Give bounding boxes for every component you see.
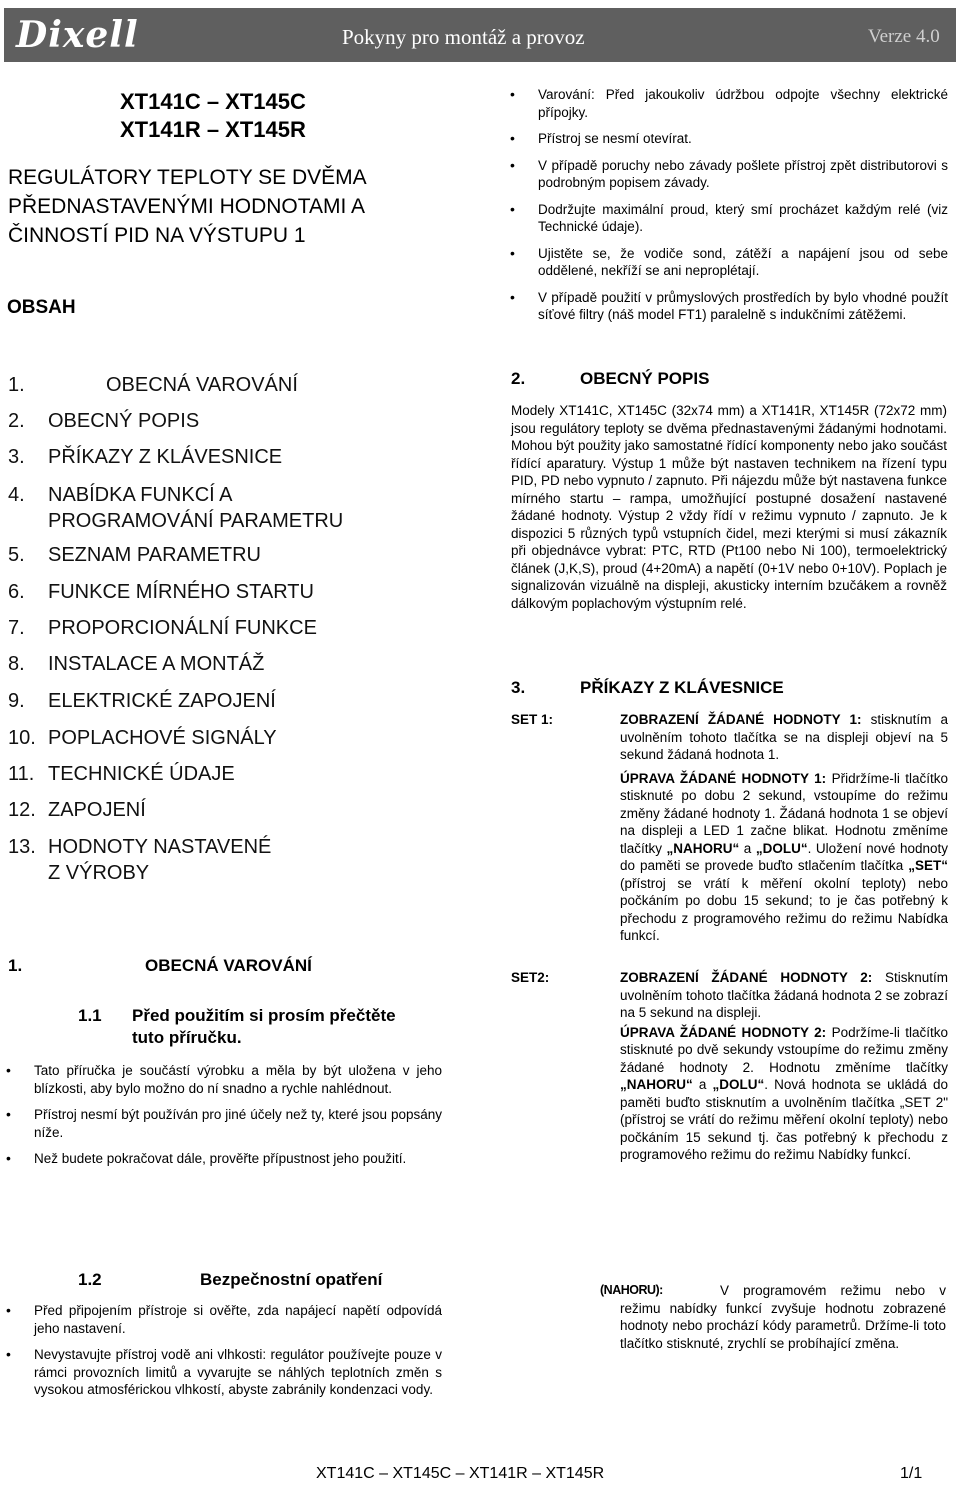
list-item: • Tato příručka je součástí výrobku a měla by být uložena v jeho blízkosti, aby bylo možno do ní snadno a rychle nahlédnout. — [4, 1062, 442, 1097]
toc-item[interactable]: 11. TECHNICKÉ ÚDAJE — [8, 763, 235, 785]
list-item: • Dodržujte maximální proud, který smí procházet každým relé (viz Technické údaje). — [508, 201, 948, 236]
section-1-number: 1. — [8, 956, 23, 975]
toc-item[interactable]: 2. OBECNÝ POPIS — [8, 410, 200, 432]
subsection-1-2-title: Bezpečnostní opatření — [200, 1270, 383, 1289]
toc-item[interactable]: 6. FUNKCE MÍRNÉHO STARTU — [8, 581, 314, 603]
toc-item[interactable]: 1. OBECNÁ VAROVÁNÍ — [8, 374, 298, 396]
toc-item[interactable]: 8. INSTALACE A MONTÁŽ — [8, 653, 265, 675]
contents-heading: OBSAH — [7, 297, 76, 318]
model-line-1: XT141C – XT145C — [120, 89, 306, 114]
toc-item[interactable]: 10. POPLACHOVÉ SIGNÁLY — [8, 727, 277, 749]
section-3-title: PŘÍKAZY Z KLÁVESNICE — [580, 678, 784, 697]
toc-item[interactable]: 13. HODNOTY NASTAVENÉ Z VÝROBY — [8, 836, 272, 884]
list-item: • Varování: Před jakoukoliv údržbou odpojte všechny elektrické přípojky. — [508, 86, 948, 121]
section-2-title: OBECNÝ POPIS — [580, 369, 710, 388]
list-item: • Nevystavujte přístroj vodě ani vlhkosti: regulátor používejte pouze v rámci provozních limitů a vyvarujte se náhlých teplotních změn s vysokou atmosférickou vlhkostí, abyste zabránily kondenzaci vody. — [4, 1346, 442, 1399]
list-item: • Před připojením přístroje si ověřte, zda napájecí napětí odpovídá jeho nastavení. — [4, 1302, 442, 1337]
warning-list — [508, 86, 948, 333]
list-item: • Než budete pokračovat dále, prověřte přípustnost jeho použití. — [4, 1150, 442, 1168]
subtitle-line-3: ČINNOSTÍ PID NA VÝSTUPU 1 — [8, 224, 306, 247]
list-item: • Přístroj nesmí být používán pro jiné účely než ty, které jsou popsány níže. — [4, 1106, 442, 1141]
section-2-number: 2. — [511, 369, 526, 388]
subsection-1-2-list — [4, 1302, 442, 1408]
set1-label: SET 1: — [511, 712, 554, 727]
set2-description: ZOBRAZENÍ ŽÁDANÉ HODNOTY 2: Stisknutím uvolněním tohoto tlačítka žádaná hodnota 2 se zobrazí na 5 sekund na displeji. ÚPRAVA ŽÁDANÉ HODNOTY 2: Podržíme-li tlačítko stisknuté po dvě sekundy vstoupíme do režimu změny žádané hodnoty 2. Hodnotu změníme tlačítky „NAHORU“ a „DOLU“. Nová hodnota se ukládá do paměti buďto stisknutím a uvolněním tlačítka „SET 2" (přístroj se vrátí do režimu měření okolní teploty) nebo počkáním 15 sekund tj. čas potřebný k přechodu z programového režimu do režimu Nabídky funkcí. — [620, 970, 949, 1162]
section-1-title: OBECNÁ VAROVÁNÍ — [145, 956, 312, 975]
toc-item[interactable]: 7. PROPORCIONÁLNÍ FUNKCE — [8, 617, 317, 639]
dixell-logo: Dixell — [16, 14, 139, 56]
up-key-description: V programovém režimu nebo v režimu nabídky funkcí zvyšuje hodnotu zobrazené hodnoty nebo prochází kódy parametrů. Držíme-li toto tlačítko stisknuté, zrychlí se probíhající změna. — [620, 1283, 946, 1351]
toc-item[interactable]: 3. PŘÍKAZY Z KLÁVESNICE — [8, 446, 283, 468]
subtitle-line-2: PŘEDNASTAVENÝMI HODNOTAMI A — [8, 195, 366, 218]
section-3-number: 3. — [511, 678, 526, 697]
list-item: • V případě použití v průmyslových prostředích by bylo vhodné použít síťové filtry (náš model FT1) paralelně s indukčními zátěžemi. — [508, 289, 948, 324]
page-number: 1/1 — [900, 1465, 923, 1482]
set1-description: ZOBRAZENÍ ŽÁDANÉ HODNOTY 1: stisknutím a uvolněním tohoto tlačítka se na displeji objeví na 5 sekund žádaná hodnota 1. ÚPRAVA ŽÁDANÉ HODNOTY 1: Přidržíme-li tlačítko stisknuté po dobu 2 sekund, vstoupíme do režimu změny žádané hodnoty 1. Žádaná hodnota 1 se objeví na displeji a LED 1 začne blikat. Hodnotu změníme tlačítky „NAHORU“ a „DOLU“. Uložení nové hodnoty do paměti se provede buďto stlačením tlačítka „SET“ (přístroj se vrátí k měření okolní teploty) nebo počkáním po dobu 15 sekund; to je čas potřebný k přechodu z programového režimu do režimu Nabídka funkcí. — [620, 712, 948, 943]
list-item: • Ujistěte se, že vodiče sond, zátěží a napájení jsou od sebe oddělené, nekříží se ani neproplétají. — [508, 245, 948, 280]
subsection-1-1-title: Před použitím si prosím přečtěte tuto příručku. — [132, 1006, 396, 1047]
toc-item[interactable]: 12. ZAPOJENÍ — [8, 799, 146, 821]
document-title: Pokyny pro montáž a provoz — [342, 25, 585, 49]
toc-item[interactable]: 4. NABÍDKA FUNKCÍ A PROGRAMOVÁNÍ PARAMETRU — [8, 484, 344, 532]
up-key-label: (NAHORU): — [600, 1283, 663, 1297]
list-item: • Přístroj se nesmí otevírat. — [508, 130, 948, 148]
model-line-2: XT141R – XT145R — [120, 117, 306, 142]
footer-models: XT141C – XT145C – XT141R – XT145R — [316, 1465, 605, 1482]
set2-label: SET2: — [511, 970, 550, 985]
section-2-text: Modely XT141C, XT145C (32x74 mm) a XT141R, XT145R (72x72 mm) jsou regulátory teploty se dvěma přednastavenými žádanými hodnotami. Mohou být použity jako samostatné řídící komponenty nebo jako součást řídící aparatury. Výstup 1 může být nastaven technikem na řízení typu PID, PD nebo vypnuto / zapnuto. Při nájezdu může být nastavena funkce mírného startu – rampa, umožňující postupné dosažení nastavené žádané hodnoty. Výstup 2 vždy řídí v režimu vypnuto / zapnuto. Je k dispozici 5 různých typů vstupních čidel, mezi kterými si musí zákazník při objednávce vybrat: PTC, RTD (Pt100 nebo Ni 100), termoelektrický článek (J,K,S), proud (4+20mA) a napětí (0+1V nebo 0+10V). Poplach je signalizován vizuálně na displeji, akusticky interním bzučákem a rovněž dálkovým poplachovým výstupním relé. — [511, 403, 948, 611]
subsection-1-1-list — [4, 1062, 442, 1177]
toc-item[interactable]: 5. SEZNAM PARAMETRU — [8, 544, 261, 566]
subtitle-line-1: REGULÁTORY TEPLOTY SE DVĚMA — [8, 166, 367, 189]
version-label: Verze 4.0 — [868, 26, 940, 47]
subsection-1-2-number: 1.2 — [78, 1270, 102, 1289]
list-item: • V případě poruchy nebo závady pošlete přístroj zpět distributorovi s podrobným popisem závady. — [508, 157, 948, 192]
subsection-1-1-number: 1.1 — [78, 1006, 102, 1025]
toc-item[interactable]: 9. ELEKTRICKÉ ZAPOJENÍ — [8, 690, 276, 712]
